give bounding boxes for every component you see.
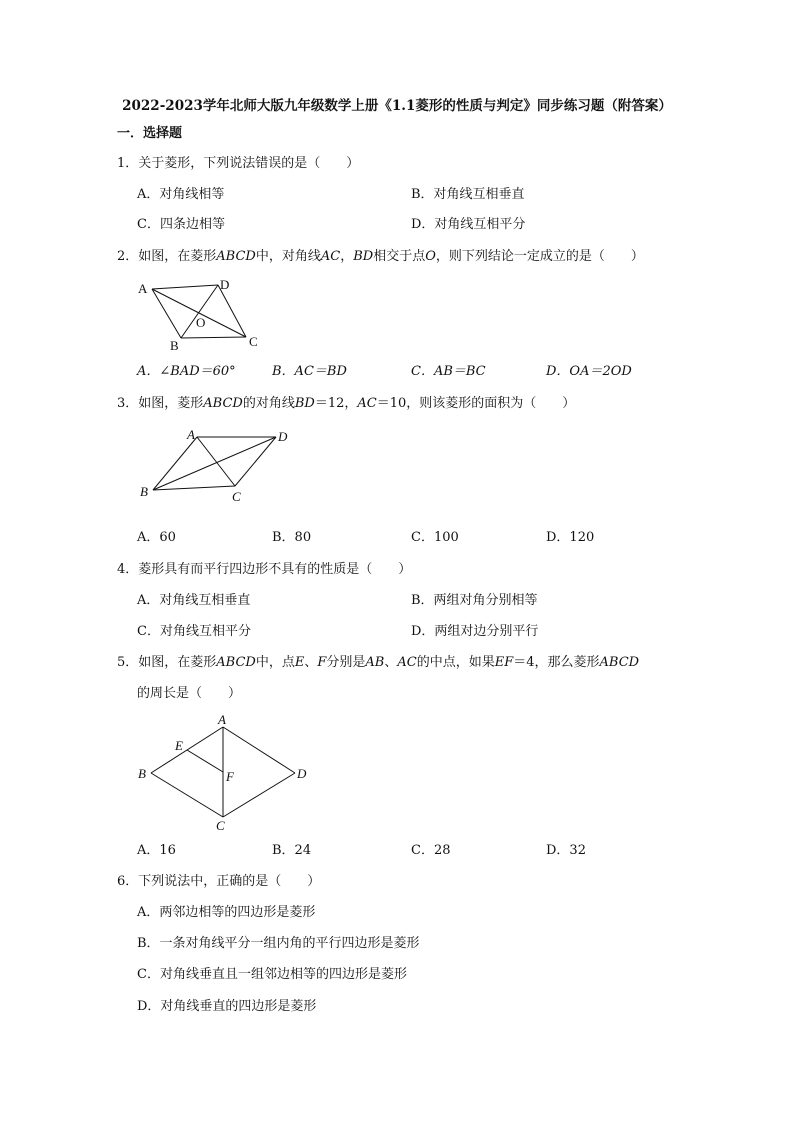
q6-option-b[interactable]: B．一条对角线平分一组内角的平行四边形是菱形 (137, 936, 420, 951)
q2-stem-text: ， (340, 249, 354, 264)
q5-label-a: A (218, 712, 226, 727)
q6-option-c[interactable]: C．对角线垂直且一组邻边相等的四边形是菱形 (137, 967, 407, 982)
q2-option-c[interactable]: C．AB＝BC (411, 364, 486, 379)
q5-stem-ac: AC (397, 655, 417, 670)
q3-label-b: B (140, 484, 148, 499)
q2-stem-text: 中，对角线 (255, 249, 321, 264)
q5-label-c: C (216, 818, 225, 833)
q2-stem-ac: AC (320, 249, 341, 264)
q1-option-b[interactable]: B．对角线互相垂直 (411, 187, 525, 202)
q5-option-a[interactable]: A．16 (137, 843, 176, 858)
q2-diagonal-bd (181, 285, 218, 338)
q3-label-c: C (232, 489, 241, 504)
q1-stem: 1．关于菱形，下列说法错误的是（ ） (117, 156, 360, 171)
page-title: 2022-2023学年北师大版九年级数学上册《1.1菱形的性质与判定》同步练习题（附答案） (122, 98, 672, 114)
q2-stem (117, 249, 644, 265)
q5-stem-text: 的中点，如果 (416, 655, 495, 670)
q6-stem: 6．下列说法中，正确的是（ ） (117, 874, 321, 889)
q2-stem-bd: BD (353, 249, 374, 264)
q4-option-c[interactable]: C．对角线互相平分 (137, 624, 251, 639)
q1-option-a[interactable]: A．对角线相等 (137, 187, 225, 202)
q3-stem-ac: AC (357, 396, 377, 411)
q5-label-b: B (138, 766, 146, 781)
q5-option-b[interactable]: B．24 (272, 843, 312, 858)
q2-option-b[interactable]: B．AC＝BD (272, 364, 347, 379)
q3-label-a: A (187, 427, 195, 442)
q3-edge-ba (153, 437, 197, 490)
q5-stem-f: F (317, 655, 327, 670)
q3-stem-text: 3．如图，菱形 (117, 396, 204, 411)
q5-edge-ad (223, 727, 295, 773)
q2-rhombus-figure (130, 274, 270, 352)
q4-option-b[interactable]: B．两组对角分别相等 (411, 593, 538, 608)
q3-diagonal-bd (153, 437, 276, 490)
q2-label-d: D (220, 277, 230, 292)
q3-option-d[interactable]: D．120 (546, 530, 595, 545)
q2-option-a[interactable]: A．∠BAD＝60° (137, 364, 236, 379)
q3-edge-cb (153, 486, 235, 490)
q5-stem-e: E (294, 655, 305, 670)
q5-stem-ab: AB (365, 655, 385, 670)
q4-option-d[interactable]: D．两组对边分别平行 (411, 624, 539, 639)
q3-rhombus-figure (130, 424, 300, 506)
q3-edge-dc (235, 437, 276, 486)
q5-stem-text: 、 (384, 655, 398, 670)
q6-option-a[interactable]: A．两邻边相等的四边形是菱形 (137, 905, 316, 920)
q5-label-f: F (226, 769, 234, 784)
q2-option-d[interactable]: D．OA＝2OD (546, 364, 632, 379)
q5-edge-cb (151, 773, 223, 817)
q2-label-c: C (249, 334, 258, 349)
q2-stem-abcd: ABCD (216, 249, 256, 264)
q2-stem-o: O (425, 249, 436, 264)
section-heading: 一．选择题 (117, 126, 183, 141)
q5-segment-ef (187, 750, 223, 772)
q5-stem-line2: 的周长是（ ） (137, 686, 242, 701)
q5-label-d: D (297, 766, 307, 781)
q5-rhombus-figure (130, 710, 320, 834)
q2-stem-text: 2．如图，在菱形 (117, 249, 217, 264)
q3-diagonal-ac (197, 437, 235, 486)
q2-edge-ad (152, 285, 218, 289)
q5-stem-text: 中，点 (255, 655, 295, 670)
q2-label-o: O (196, 315, 206, 330)
q3-stem-text: ＝12， (314, 396, 358, 411)
q5-stem-line1 (117, 655, 639, 671)
q3-stem-abcd: ABCD (203, 396, 243, 411)
q3-stem-text: ＝10，则该菱形的面积为（ ） (376, 396, 576, 411)
q3-stem (117, 396, 575, 412)
q6-option-d[interactable]: D．对角线垂直的四边形是菱形 (137, 999, 317, 1014)
q2-edge-dc (218, 285, 246, 337)
q3-option-c[interactable]: C．100 (411, 530, 459, 545)
q5-stem-text: 、 (304, 655, 318, 670)
q2-label-b: B (170, 338, 179, 352)
q3-stem-text: 的对角线 (242, 396, 295, 411)
q5-option-d[interactable]: D．32 (546, 843, 586, 858)
q1-option-d[interactable]: D．对角线互相平分 (411, 217, 526, 232)
q5-stem-text: 5．如图，在菱形 (117, 655, 217, 670)
q1-option-c[interactable]: C．四条边相等 (137, 217, 225, 232)
q5-stem-text: ＝4，那么菱形 (513, 655, 600, 670)
q4-option-a[interactable]: A．对角线互相垂直 (137, 593, 251, 608)
q2-label-a: A (138, 281, 148, 296)
q5-stem-ef: EF (494, 655, 514, 670)
q5-stem-abcd: ABCD (599, 655, 640, 670)
q2-stem-text: 相交于点 (373, 249, 426, 264)
q5-stem-abcd: ABCD (216, 655, 256, 670)
q2-stem-text: ，则下列结论一定成立的是（ ） (435, 249, 644, 264)
q3-label-d: D (278, 429, 288, 444)
q3-option-b[interactable]: B．80 (272, 530, 312, 545)
q3-option-a[interactable]: A．60 (137, 530, 176, 545)
q5-stem-text: 分别是 (326, 655, 366, 670)
q2-edge-cb (181, 337, 246, 338)
q3-stem-bd: BD (294, 396, 315, 411)
q5-option-c[interactable]: C．28 (411, 843, 451, 858)
q5-label-e: E (175, 738, 183, 753)
q4-stem: 4．菱形具有而平行四边形不具有的性质是（ ） (117, 562, 412, 577)
